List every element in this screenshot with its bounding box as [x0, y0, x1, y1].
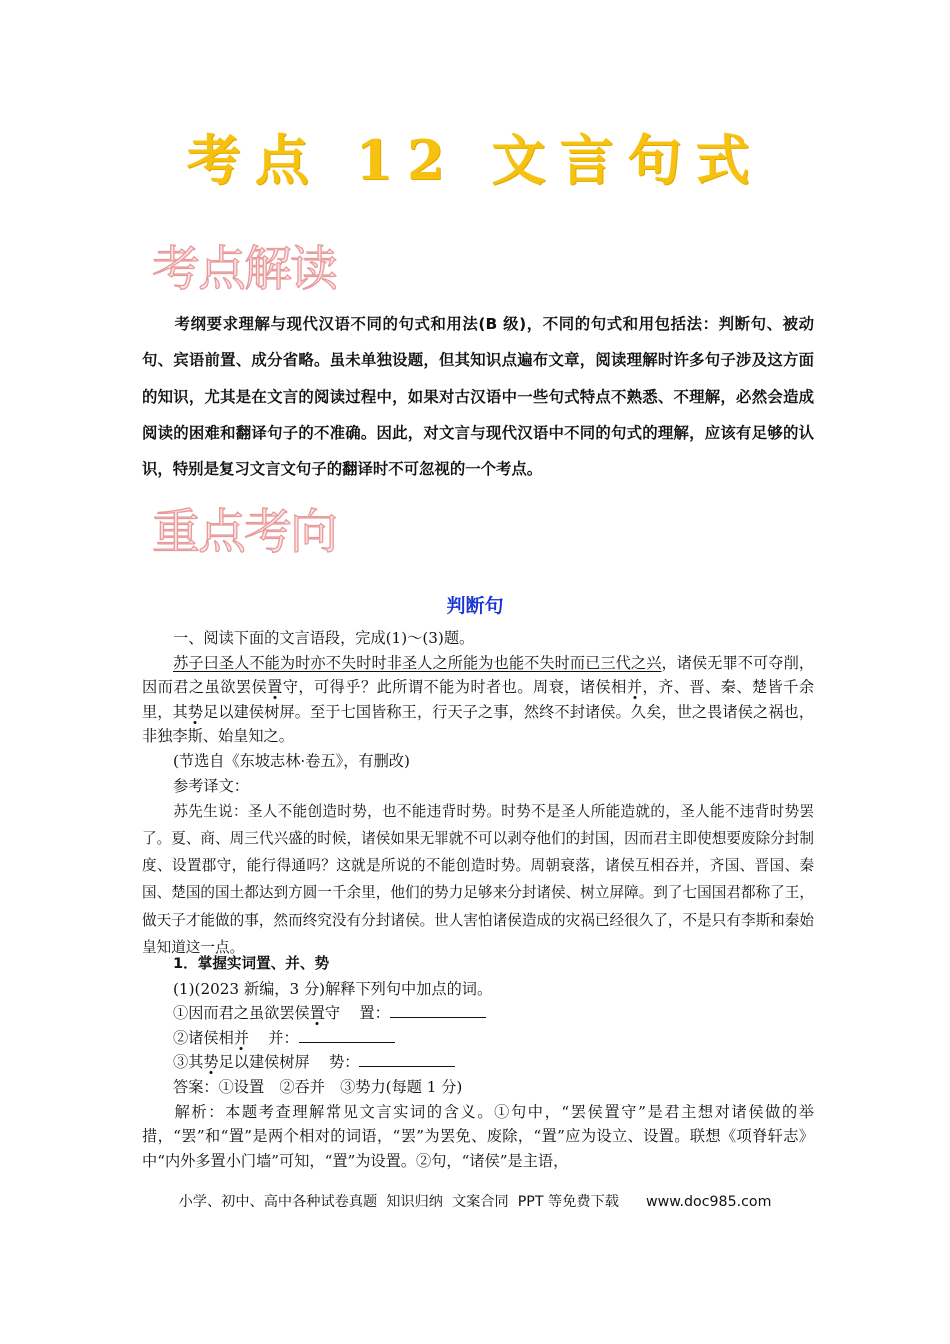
page-title: 考点 12 文言句式 [186, 128, 764, 192]
task-item-2: ②诸侯相并 并： [142, 1026, 814, 1051]
source-citation: (节选自《东坡志林·卷五》，有删改) [173, 751, 410, 770]
task-description: (1)(2023 新编，3 分)解释下列句中加点的词。 [173, 979, 493, 998]
intro-text: 考纲要求理解与现代汉语不同的句式和用法(B 级)，不同的句式和用包括法：判断句、被动句、宾语前置、成分省略。虽未单独设题，但其知识点遍布文章，阅读理解时许多句子涉及这方面的知识，尤其是在文言的阅读过程中，如果对古汉语中一些句式特点不熟悉、不理解，必然会造成阅读的困难和翻译句子的不准确。因此，对文言与现代汉语中不同的句式的理解，应该有足够的认识，特别是复习文言文句子的翻译时不可忽视的一个考点。 [142, 315, 814, 479]
section-heading-reading: 考点解读 [152, 241, 337, 297]
answer-blank[interactable] [390, 1003, 486, 1018]
answer-line: 答案：①设置 ②吞并 ③势力(每题 1 分) [173, 1077, 463, 1096]
subtitle-judgment-sentence: 判断句 [446, 595, 504, 617]
task-item-3: ③其势足以建侯树屏 势： [142, 1050, 814, 1075]
dotted-char: 置 [267, 678, 283, 697]
question-block [142, 626, 814, 961]
underlined-sentence: 苏子曰圣人不能为时亦不失时时非圣人之所能为也能不失时而已三代之兴 [173, 653, 662, 672]
answer-blank[interactable] [299, 1028, 395, 1043]
translation-paragraph: 苏先生说：圣人不能创造时势，也不能违背时势。时势不是圣人所能造就的，圣人能不违背时势罢了。夏、商、周三代兴盛的时候，诸侯如果无罪就不可以剥夺他们的封国，因而君主即使想要废除分封制度、设置郡守，能行得通吗？这就是所说的不能创造时势。周朝衰落，诸侯互相吞并，齐国、晋国、秦国、楚国的国土都达到方圆一千余里，他们的势力足够来分封诸侯、树立屏障。到了七国国君都称了王，做天子才能做的事，然而终究没有分封诸侯。世人害怕诸侯造成的灾祸已经很久了，不是只有李斯和秦始皇知道这一点。 [142, 803, 814, 956]
page-footer: 小学、初中、高中各种试卷真题 知识归纳 文案合同 PPT 等免费下载 www.doc985.com [178, 1194, 772, 1210]
section-heading-focus: 重点考向 [152, 504, 337, 560]
task-heading: 1．掌握实词置、并、势 [173, 955, 330, 972]
intro-paragraph [142, 306, 814, 487]
task-item-1: ①因而君之虽欲罢侯置守 置： [142, 1001, 814, 1026]
question-intro: 一、阅读下面的文言语段，完成(1)～(3)题。 [173, 629, 475, 647]
analysis-paragraph: 解析：本题考查理解常见文言实词的含义。①句中，“罢侯置守”是君主想对诸侯做的举措，“罢”和“置”是两个相对的词语，“罢”为罢免、废除，“置”应为设立、设置。联想《项脊轩志》中“内外多置小门墙”可知，“置”为设置。②句，“诸侯”是主语， [142, 1102, 814, 1170]
dotted-char: 并 [626, 678, 643, 697]
answer-blank[interactable] [359, 1052, 455, 1067]
dotted-char: 势 [187, 702, 204, 721]
reference-label: 参考译文： [173, 776, 249, 795]
task-block [142, 952, 814, 1173]
passage-paragraph: 苏子曰圣人不能为时亦不失时时非圣人之所能为也能不失时而已三代之兴，诸侯无罪不可夺削，因而君之虽欲罢侯置守，可得乎？此所谓不能为时者也。周衰，诸侯相并，齐、晋、秦、楚皆千余里，其势足以建侯树屏。至于七国皆称王，行天子之事，然终不封诸侯。久矣，世之畏诸侯之祸也，非独李斯、始皇知之。 [142, 653, 815, 746]
